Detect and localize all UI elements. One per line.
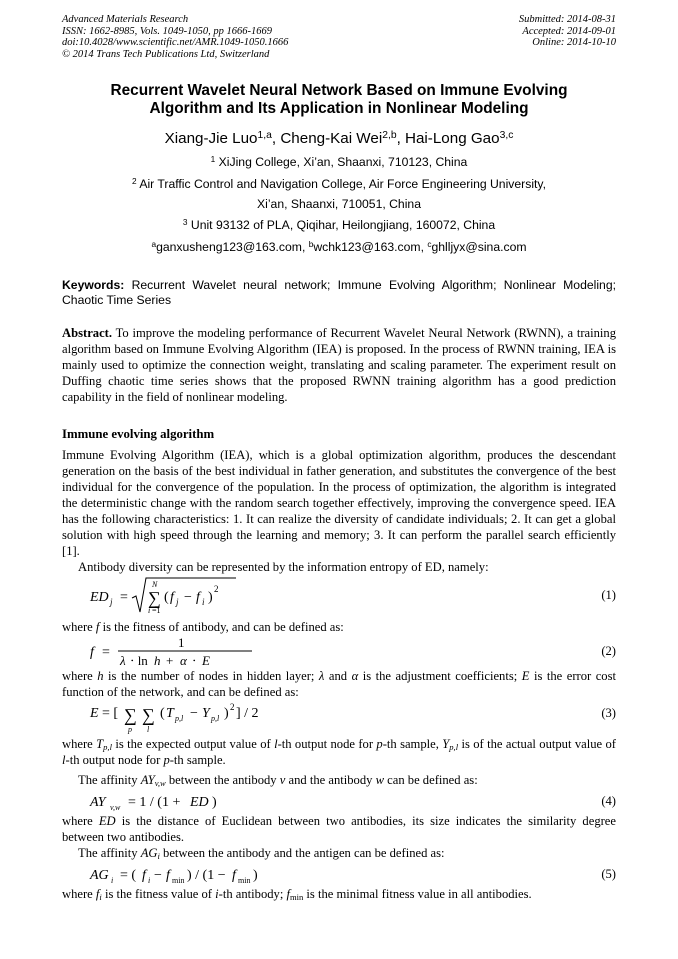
submitted-date: Submitted: 2014-08-31: [518, 14, 616, 25]
svg-text:p: p: [128, 725, 132, 734]
text-affinity-2: The affinity $AG_i$ between the antibody and the antigen can be defined as:: [78, 846, 445, 862]
email-c[interactable]: ghlljyx@sina.com: [431, 240, 527, 254]
author-1: Xiang-Jie Luo: [164, 130, 258, 147]
svg-text:N: N: [152, 580, 158, 589]
doi-line[interactable]: doi:10.4028/www.scientific.net/AMR.1049-1050.1666: [62, 37, 289, 49]
paragraph-diversity: Antibody diversity can be represented by the information entropy of ED, namely:: [78, 560, 489, 574]
svg-text:AG: AG: [90, 868, 109, 883]
svg-text:p,l: p,l: [211, 714, 220, 723]
svg-text:f: f: [90, 645, 94, 660]
svg-text:−: −: [184, 590, 192, 605]
svg-text:−: −: [190, 706, 198, 721]
svg-text:] / 2: ] / 2: [236, 706, 259, 721]
paper-title: Recurrent Wavelet Neural Network Based on Immune Evolving Algorithm and Its Application in Nonlinear Modeling: [110, 82, 568, 117]
svg-text:∑: ∑: [148, 588, 161, 608]
svg-text:−: −: [154, 868, 162, 883]
svg-text:ED: ED: [90, 590, 109, 605]
equation-number-1: (1): [601, 588, 616, 602]
svg-text:min: min: [172, 876, 185, 885]
svg-text:+: +: [166, 653, 174, 668]
svg-text:j: j: [176, 597, 179, 607]
equation-5-formula: [90, 863, 310, 887]
svg-text:λ: λ: [120, 653, 126, 668]
equation-number-5: (5): [601, 867, 616, 881]
accepted-date: Accepted: 2014-09-01: [522, 25, 616, 37]
equation-4: [62, 790, 616, 814]
journal-name: Advanced Materials Research: [62, 14, 189, 25]
svg-text:): ): [208, 590, 213, 605]
equation-5: [62, 863, 616, 887]
svg-text:l: l: [147, 725, 150, 734]
svg-text:f: f: [170, 590, 174, 605]
svg-text:T: T: [166, 706, 174, 721]
svg-text:=: =: [102, 645, 110, 660]
svg-text:h: h: [154, 653, 161, 668]
svg-text:2: 2: [230, 702, 235, 712]
svg-text:Y: Y: [202, 706, 210, 721]
author-3: Hai-Long Gao: [405, 130, 500, 147]
equation-2-formula: [90, 634, 290, 670]
svg-text:): ): [212, 795, 217, 810]
affiliation-2: $^2$ Air Traffic Control and Navigation College, Air Force Engineering University,: [132, 175, 546, 191]
svg-text:v,w: v,w: [110, 803, 121, 812]
svg-text:E: E: [90, 706, 99, 721]
author-2: Cheng-Kai Wei: [280, 130, 383, 147]
svg-text:f: f: [142, 868, 146, 883]
author-list: Xiang-Jie Luo$^{1,a}$, Cheng-Kai Wei$^{2,b}$, Hai-Long Gao$^{3,c}$: [164, 129, 514, 147]
text-after-eq5: where $f_i$ is the fitness value of i-th antibody; $f_{min}$ is the minimal fitness value in all antibodies.: [62, 887, 532, 903]
svg-text:ED: ED: [190, 795, 209, 810]
keywords: Keywords: Recurrent Wavelet neural network; Immune Evolving Algorithm; Nonlinear Modeling; Chaotic Time Series: [62, 278, 616, 307]
svg-text:⋅ ln: ⋅ ln: [130, 653, 148, 668]
svg-text:j: j: [110, 597, 113, 607]
svg-text:=1: =1: [152, 606, 161, 615]
equation-number-4: (4): [601, 794, 616, 808]
equation-3: [62, 702, 616, 734]
text-affinity-1: The affinity $AY_{v,w}$ between the antibody v and the antibody w can be defined as:: [78, 773, 478, 789]
svg-text:α: α: [180, 653, 187, 668]
equation-3-formula: [90, 702, 330, 736]
svg-text:= 1 / (1 +: = 1 / (1 +: [128, 795, 181, 810]
text-after-eq4: where ED is the distance of Euclidean between two antibodies, its size indicates the similarity degree between two antibodies.: [62, 814, 616, 844]
affiliation-3: $^3$ Unit 93132 of PLA, Qiqihar, Heilongjiang, 160072, China: [182, 216, 496, 232]
running-header-right: [519, 14, 616, 49]
equation-2: [62, 634, 616, 670]
section-heading: Immune evolving algorithm: [62, 427, 215, 441]
equation-1-formula: [90, 576, 290, 618]
svg-text:= (: = (: [120, 868, 137, 883]
email-list: $^a$ganxusheng123@163.com, $^b$wchk123@163.com, $^c$ghlljyx@sina.com: [151, 238, 527, 254]
text-after-eq1: where f is the fitness of antibody, and can be defined as:: [62, 620, 344, 634]
svg-text:(: (: [160, 706, 165, 721]
svg-text:∑: ∑: [124, 705, 137, 725]
equation-1: [62, 576, 616, 616]
copyright-line: © 2014 Trans Tech Publications Ltd, Switzerland: [62, 48, 270, 60]
text-after-eq2: where h is the number of nodes in hidden layer; λ and α is the adjustment coefficients; E is the error cost function of the network, and can be defined as:: [62, 669, 616, 699]
svg-text:i: i: [148, 606, 151, 615]
svg-text:(: (: [164, 590, 169, 605]
svg-text:AY: AY: [90, 795, 106, 810]
svg-text:f: f: [232, 868, 236, 883]
svg-text:1: 1: [178, 635, 185, 650]
email-a[interactable]: ganxusheng123@163.com: [156, 240, 302, 254]
svg-text:∑: ∑: [142, 705, 155, 725]
svg-text:⋅: ⋅: [192, 653, 197, 668]
running-header-left: [62, 14, 288, 60]
svg-text:i: i: [148, 876, 151, 885]
svg-text:i: i: [202, 597, 205, 607]
affiliation-2-cont: Xi’an, Shaanxi, 710051, China: [257, 197, 421, 211]
affiliation-1: $^1$ XiJing College, Xi’an, Shaanxi, 710123, China: [210, 153, 468, 169]
paragraph-iea: Immune Evolving Algorithm (IEA), which is a global optimization algorithm, produces the descendant generation on the basis of the best individual in father generation, and substitutes the convergence of the best individual for the convergence of the population. In the process of optimization, the algorithm is integrated the deterministic change with the random search together effectively, improving the convergence speed. IEA has the following characteristics: 1. It can realize the diversity of candidate individuals; 2. It can get a global solution with high speed through the learning and memory; 3. It can perform the parallel search efficiently [1].: [62, 448, 616, 558]
svg-text:= [: = [: [102, 706, 119, 721]
svg-text:p,l: p,l: [175, 714, 184, 723]
svg-text:i: i: [111, 876, 114, 885]
equation-number-3: (3): [601, 706, 616, 720]
equation-4-formula: [90, 790, 290, 814]
online-date: Online: 2014-10-10: [532, 37, 616, 49]
equation-number-2: (2): [601, 644, 616, 658]
email-b[interactable]: wchk123@163.com: [313, 240, 421, 254]
svg-text:): ): [224, 706, 229, 721]
svg-text:min: min: [238, 876, 251, 885]
svg-text:): ): [253, 868, 258, 883]
svg-text:f: f: [166, 868, 170, 883]
text-after-eq3: where $T_{p,l}$ is the expected output value of l-th output node for p-th sample, $Y_{p,l}$ is of the actual output value of l-th output node for p-th sample.: [62, 737, 616, 767]
svg-text:E: E: [202, 653, 210, 668]
svg-text:f: f: [196, 590, 200, 605]
svg-text:) / (1 −: ) / (1 −: [187, 868, 226, 883]
abstract: Abstract. To improve the modeling performance of Recurrent Wavelet Neural Network (RWNN), a training algorithm based on Immune Evolving Algorithm (IEA) is proposed. In the process of RWNN training, IEA is mainly used to optimize the connection weight, translating and scaling parameter. The experiment result on Duffing chaotic time series shows that the proposed RWNN training algorithm has a good prediction capability in the field of nonlinear modeling.: [62, 326, 617, 404]
svg-text:2: 2: [214, 584, 219, 594]
svg-text:=: =: [120, 590, 128, 605]
issn-line: ISSN: 1662-8985, Vols. 1049-1050, pp 1666-1669: [62, 25, 272, 37]
